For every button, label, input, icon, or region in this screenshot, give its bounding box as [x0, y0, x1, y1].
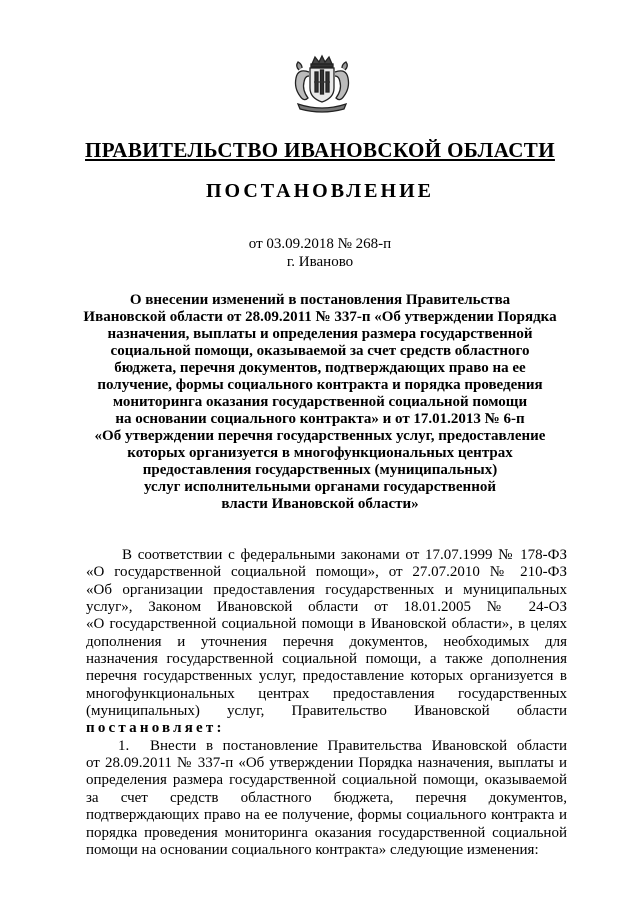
item-line: порядка проведения мониторинга оказания государственной социальной	[86, 824, 567, 841]
heading-line: назначения, выплаты и определения размера государственной	[107, 326, 533, 342]
document-date-block	[0, 235, 640, 271]
coat-of-arms-emblem	[290, 54, 354, 114]
heading-line: мониторинга оказания государственной социальной помощи	[112, 394, 528, 410]
preamble-line: «О государственной социальной помощи в Ивановской области», в целях	[86, 616, 567, 633]
preamble-line: В соответствии с федеральными законами от 17.07.1999 № 178-ФЗ	[122, 547, 567, 563]
item-line: подтверждающих право на ее получение, формы социального контракта и	[86, 807, 567, 824]
preamble-line: (муниципальных) услуг, Правительство Ивановской области	[86, 703, 567, 720]
item-1-first-line	[86, 738, 567, 755]
preamble-line: «О государственной социальной помощи», от 27.07.2010 № 210-ФЗ	[86, 564, 567, 581]
item-line: определения размера государственной социальной помощи, оказываемой	[86, 772, 567, 789]
item-line: Внести в постановление Правительства Ивановской области	[150, 737, 567, 754]
heading-line: О внесении изменений в постановления Правительства	[129, 292, 511, 308]
heading-line: получение, формы социального контракта и порядка проведения	[97, 377, 543, 393]
heading-line: бюджета, перечня документов, подтверждающих право на ее	[114, 360, 526, 376]
preamble-line: «Об организации предоставления государственных и муниципальных	[86, 581, 567, 598]
document-body	[86, 547, 567, 859]
preamble-line: назначения государственной социальной помощи, а также дополнения	[86, 651, 567, 668]
item-line: помощи на основании социального контракта» следующие изменения:	[86, 841, 539, 858]
item-line: за счет средств областного бюджета, перечня документов,	[86, 789, 567, 806]
date-number: от 03.09.2018 № 268-п	[248, 236, 392, 252]
heading-line: власти Ивановской области»	[221, 496, 419, 512]
document-heading	[80, 292, 560, 513]
resolves-word: постановляет:	[86, 720, 225, 737]
heading-line: на основании социального контракта» и от 17.01.2013 № 6-п	[115, 411, 525, 427]
heading-line: социальной помощи, оказываемой за счет средств областного	[110, 343, 530, 359]
preamble-line: дополнения и уточнения перечня документов, необходимых для	[86, 633, 567, 650]
government-title: ПРАВИТЕЛЬСТВО ИВАНОВСКОЙ ОБЛАСТИ	[85, 138, 555, 162]
document-type: ПОСТАНОВЛЕНИЕ	[206, 180, 434, 202]
item-line: от 28.09.2011 № 337-п «Об утверждении Порядка назначения, выплаты и	[86, 755, 567, 772]
city: г. Иваново	[286, 254, 354, 270]
heading-line: которых организуется в многофункциональных центрах	[127, 445, 513, 461]
heading-line: предоставления государственных (муниципальных)	[142, 462, 498, 478]
heading-line: услуг исполнительными органами государственной	[144, 479, 496, 495]
preamble-line: многофункциональных центрах предоставления государственных	[86, 685, 567, 702]
item-number: 1.	[118, 737, 130, 754]
heading-line: «Об утверждении перечня государственных услуг, предоставление	[94, 428, 546, 444]
heading-line: Ивановской области от 28.09.2011 № 337-п «Об утверждении Порядка	[83, 309, 557, 325]
preamble-line: перечня государственных услуг, предоставление которых организуется в	[86, 668, 567, 685]
preamble-line: услуг», Законом Ивановской области от 18.01.2005 № 24-ОЗ	[86, 599, 567, 616]
